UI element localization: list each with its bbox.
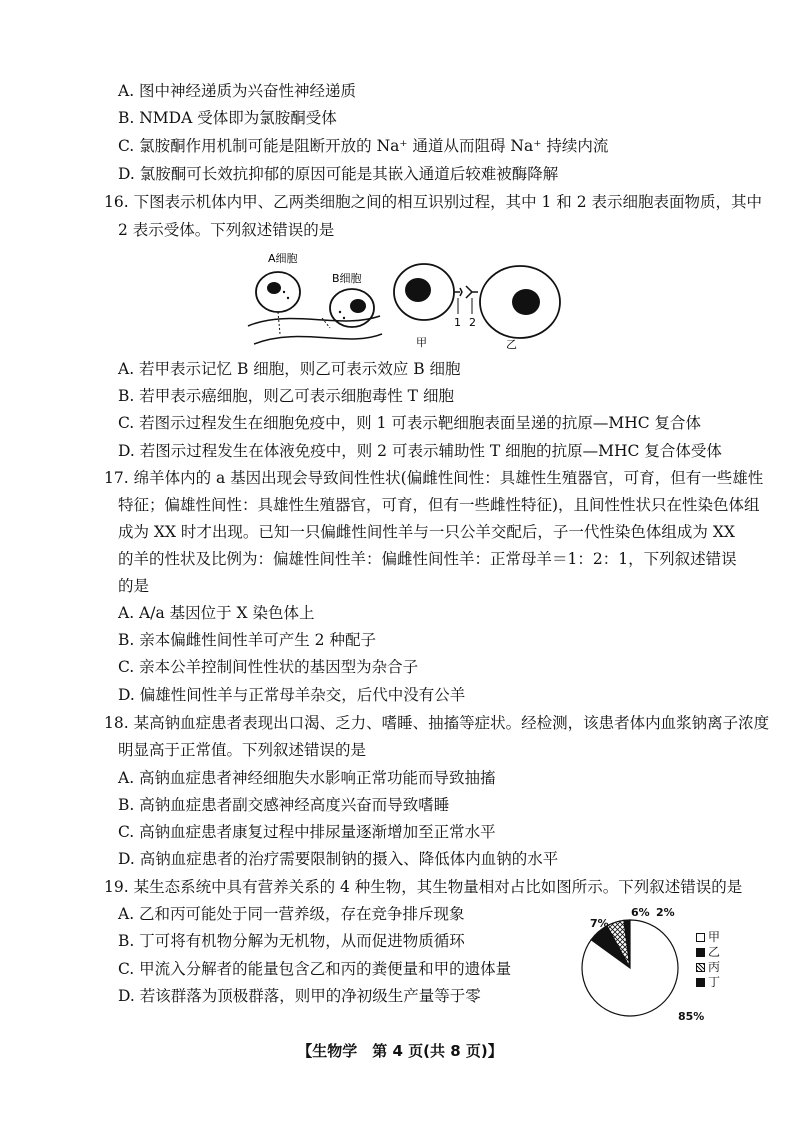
q16-stem-line2: 2 表示受体。下列叙述错误的是	[118, 221, 335, 239]
surface-substance-1	[454, 288, 462, 296]
q18-option-b: B. 高钠血症患者副交感神经高度兴奋而导致嗜睡	[118, 796, 450, 814]
q16-option-a: A. 若甲表示记忆 B 细胞，则乙可表示效应 B 细胞	[118, 360, 461, 378]
legend-swatch-ding	[696, 978, 705, 987]
q19-option-d: D. 若该群落为顶极群落，则甲的净初级生产量等于零	[118, 987, 481, 1005]
q18-option-a: A. 高钠血症患者神经细胞失水影响正常功能而导致抽搐	[118, 769, 496, 787]
q18-option-d: D. 高钠血症患者的治疗需要限制钠的摄入、降低体内血钠的水平	[118, 850, 559, 868]
legend-item-bing	[696, 960, 720, 975]
legend-swatch-bing	[696, 963, 705, 972]
legend-label-yi: 乙	[708, 945, 721, 959]
q15-option-a: A. 图中神经递质为兴奋性神经递质	[118, 82, 357, 100]
jia-label: 甲	[416, 336, 427, 349]
q19-option-a: A. 乙和丙可能处于同一营养级，存在竞争排斥现象	[118, 905, 465, 923]
pie-label-yi: 7%	[590, 917, 609, 930]
legend-swatch-jia	[696, 933, 705, 942]
q17-stem-line4: 的羊的性状及比例为：偏雄性间性羊：偏雌性间性羊：正常母羊＝1：2：1，下列叙述错误	[118, 550, 737, 568]
biomass-pie-chart	[570, 912, 690, 1022]
q18-stem-line1: 18. 某高钠血症患者表现出口渴、乏力、嗜睡、抽搐等症状。经检测，该患者体内血浆钠离子浓度	[104, 714, 770, 732]
pie-label-jia: 85%	[678, 1010, 705, 1023]
q15-option-c: C. 氯胺酮作用机制可能是阻断开放的 Na⁺ 通道从而阻碍 Na⁺ 持续内流	[118, 137, 609, 155]
q15-option-d: D. 氯胺酮可长效抗抑郁的原因可能是其嵌入通道后较难被酶降解	[118, 165, 559, 183]
legend-item-jia	[696, 930, 720, 945]
label-2: 2	[469, 316, 476, 329]
cell-recognition-figure	[240, 248, 570, 353]
q16-option-c: C. 若图示过程发生在细胞免疫中，则 1 可表示靶细胞表面呈递的抗原—MHC 复合体	[118, 414, 702, 432]
b-cell-label: B细胞	[332, 272, 362, 285]
legend-label-ding: 丁	[708, 975, 721, 989]
q17-option-a: A. A/a 基因位于 X 染色体上	[118, 604, 315, 622]
q18-option-c: C. 高钠血症患者康复过程中排尿量逐渐增加至正常水平	[118, 823, 496, 841]
legend-item-ding	[696, 975, 720, 990]
q16-option-d: D. 若图示过程发生在体液免疫中，则 2 可表示辅助性 T 细胞的抗原—MHC 复合体受体	[118, 442, 722, 460]
a-cell-label: A细胞	[268, 252, 298, 265]
q17-option-c: C. 亲本公羊控制间性性状的基因型为杂合子	[118, 658, 419, 676]
q17-stem-line3: 成为 XX 时才出现。已知一只偏雌性间性羊与一只公羊交配后，子一代性染色体组成为 XX	[118, 523, 735, 541]
b-cell-nucleus	[350, 299, 366, 313]
q17-option-b: B. 亲本偏雌性间性羊可产生 2 种配子	[118, 631, 376, 649]
yi-label: 乙	[506, 338, 517, 351]
pie-label-ding: 2%	[656, 906, 675, 919]
a-cell-nucleus	[267, 282, 281, 294]
pie-legend	[696, 930, 720, 990]
legend-label-jia: 甲	[708, 930, 721, 944]
q18-stem-line2: 明显高于正常值。下列叙述错误的是	[118, 741, 367, 759]
legend-label-bing: 丙	[708, 960, 721, 974]
q17-stem-line1: 17. 绵羊体内的 a 基因出现会导致间性性状(偏雌性间性：具雄性生殖器官，可育，但有一些雄性	[104, 469, 764, 487]
page-footer: 【生物学 第 4 页(共 8 页)】	[297, 1042, 503, 1060]
q19-stem: 19. 某生态系统中具有营养关系的 4 种生物，其生物量相对占比如图所示。下列叙述错误的是	[104, 878, 743, 896]
q17-option-d: D. 偏雄性间性羊与正常母羊杂交，后代中没有公羊	[118, 686, 466, 704]
q19-option-c: C. 甲流入分解者的能量包含乙和丙的粪便量和甲的遗体量	[118, 960, 512, 978]
q19-option-b: B. 丁可将有机物分解为无机物，从而促进物质循环	[118, 932, 465, 950]
label-1: 1	[454, 316, 461, 329]
q16-stem-line1: 16. 下图表示机体内甲、乙两类细胞之间的相互识别过程，其中 1 和 2 表示细胞表面物质，其中	[104, 193, 763, 211]
legend-item-yi	[696, 945, 720, 960]
q17-stem-line2: 特征；偏雄性间性：具雄性生殖器官，可育，但有一些雌性特征)，且间性性状只在性染色体组	[118, 496, 760, 514]
q15-option-b: B. NMDA 受体即为氯胺酮受体	[118, 109, 337, 127]
receptor-2	[466, 286, 478, 298]
pie-label-bing: 6%	[631, 906, 650, 919]
yi-cell-nucleus	[512, 289, 540, 315]
q17-stem-line5: 的是	[118, 577, 150, 595]
legend-swatch-yi	[696, 948, 705, 957]
blood-vessel	[248, 316, 380, 326]
q16-option-b: B. 若甲表示癌细胞，则乙可表示细胞毒性 T 细胞	[118, 387, 454, 405]
jia-cell-nucleus	[405, 278, 431, 302]
